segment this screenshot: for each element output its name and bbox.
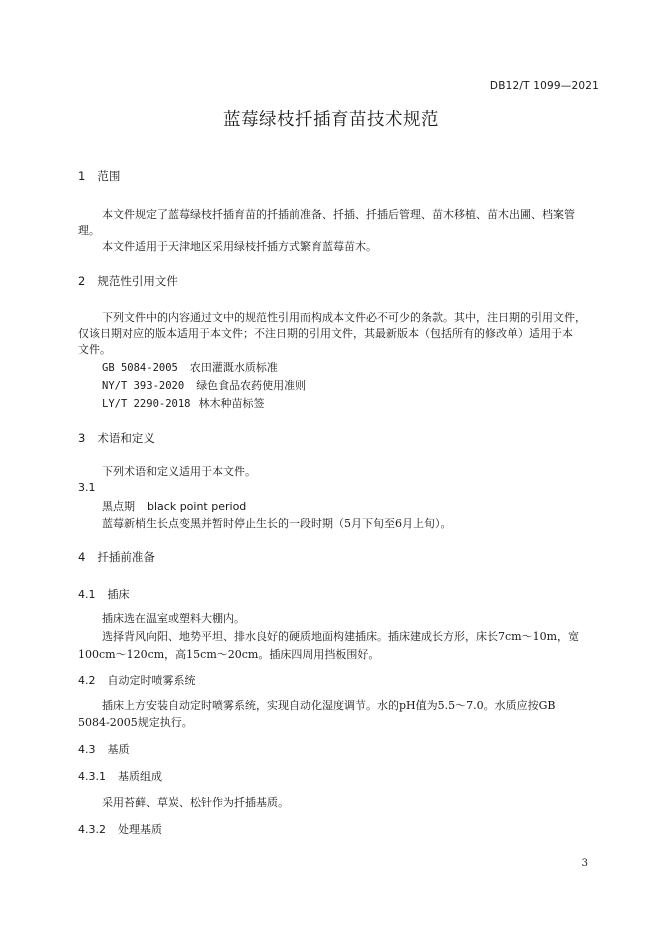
subsection-4-2-paragraph-line-1: 插床上方安装自动定时喷雾系统，实现自动化湿度调节。水的pH值为5.5～7.0。水质应按GB: [102, 699, 556, 712]
section-1-heading: [78, 168, 120, 184]
section-number: 4: [78, 550, 86, 564]
subsection-title: 基质组成: [118, 770, 162, 783]
section-title: 范围: [97, 169, 121, 183]
reference-title: 绿色食品农药使用准则: [196, 379, 307, 392]
section-number: 1: [78, 169, 86, 183]
normative-reference-1: [102, 359, 278, 375]
term-chinese: 黑点期: [102, 500, 135, 513]
term-english: black point period: [147, 500, 247, 513]
document-title: 蓝莓绿枝扦插育苗技术规范: [223, 110, 439, 130]
subsection-number: 4.1: [78, 588, 96, 601]
subsection-number: 4.2: [78, 674, 96, 687]
section-1-paragraph-1-line-2: 理。: [78, 224, 100, 237]
subsection-4-2-paragraph-line-2: 5084-2005规定执行。: [78, 716, 193, 729]
subsection-title: 插床: [107, 588, 130, 601]
reference-code: GB 5084-2005: [102, 362, 178, 374]
reference-code: NY/T 393-2020: [102, 380, 185, 392]
subsection-number: 4.3.2: [78, 823, 106, 836]
section-number: 2: [78, 274, 86, 288]
subsection-4-3-2-heading: [78, 821, 162, 837]
term-heading: [102, 498, 246, 514]
section-4-heading: [78, 549, 155, 565]
section-2-heading: [78, 273, 178, 289]
subsection-title: 处理基质: [118, 823, 162, 836]
section-2-paragraph-line-1: 下列文件中的内容通过文中的规范性引用而构成本文件必不可少的条款。其中，注日期的引用文件，: [102, 311, 586, 324]
subsection-number: 4.3.1: [78, 770, 106, 783]
normative-reference-3: [102, 395, 265, 411]
section-title: 术语和定义: [97, 431, 155, 445]
subsection-number: 4.3: [78, 743, 96, 756]
reference-title: 林木种苗标签: [198, 397, 265, 410]
term-definition: 蓝莓新梢生长点变黑并暂时停止生长的一段时期（5月下旬至6月上旬）。: [102, 517, 452, 530]
subsection-4-3-1-heading: [78, 768, 162, 784]
subsection-4-1-paragraph-2-line-2: 100cm～120cm，高15cm～20cm。插床四周用挡板围好。: [78, 648, 380, 661]
subsection-title: 自动定时喷雾系统: [107, 674, 196, 687]
reference-code: LY/T 2290-2018: [102, 398, 191, 410]
section-1-paragraph-2: 本文件适用于天津地区采用绿枝扦插方式繁育蓝莓苗木。: [102, 240, 377, 253]
section-title: 规范性引用文件: [97, 274, 178, 288]
subsection-4-1-paragraph-2-line-1: 选择背风向阳、地势平坦、排水良好的硬质地面构建插床。插床建成长方形，床长7cm～10m，宽: [102, 630, 580, 643]
subsection-title: 基质: [107, 743, 130, 756]
subsection-4-3-heading: [78, 741, 130, 757]
subsection-4-3-1-paragraph: 采用苔藓、草炭、松针作为扦插基质。: [102, 796, 289, 809]
reference-title: 农田灌溉水质标准: [189, 361, 278, 374]
section-3-heading: [78, 430, 155, 446]
section-1-paragraph-1-line-1: 本文件规定了蓝莓绿枝扦插育苗的扦插前准备、扦插、扦插后管理、苗木移植、苗木出圃、档案管: [102, 208, 575, 221]
section-2-paragraph-line-3: 文件。: [78, 343, 111, 356]
subsection-4-1-heading: [78, 586, 130, 602]
section-3-intro: 下列术语和定义适用于本文件。: [102, 465, 256, 478]
subsection-4-1-paragraph-1: 插床选在温室或塑料大棚内。: [102, 612, 245, 625]
section-2-paragraph-line-2: 仅该日期对应的版本适用于本文件；不注日期的引用文件，其最新版本（包括所有的修改单）适用于本: [78, 327, 573, 340]
subsection-4-2-heading: [78, 672, 196, 688]
section-title: 扦插前准备: [97, 550, 155, 564]
term-number: 3.1: [78, 481, 96, 494]
normative-reference-2: [102, 377, 306, 393]
section-number: 3: [78, 431, 86, 445]
standard-code: DB12/T 1099—2021: [489, 80, 599, 92]
page-number: 3: [581, 858, 588, 869]
